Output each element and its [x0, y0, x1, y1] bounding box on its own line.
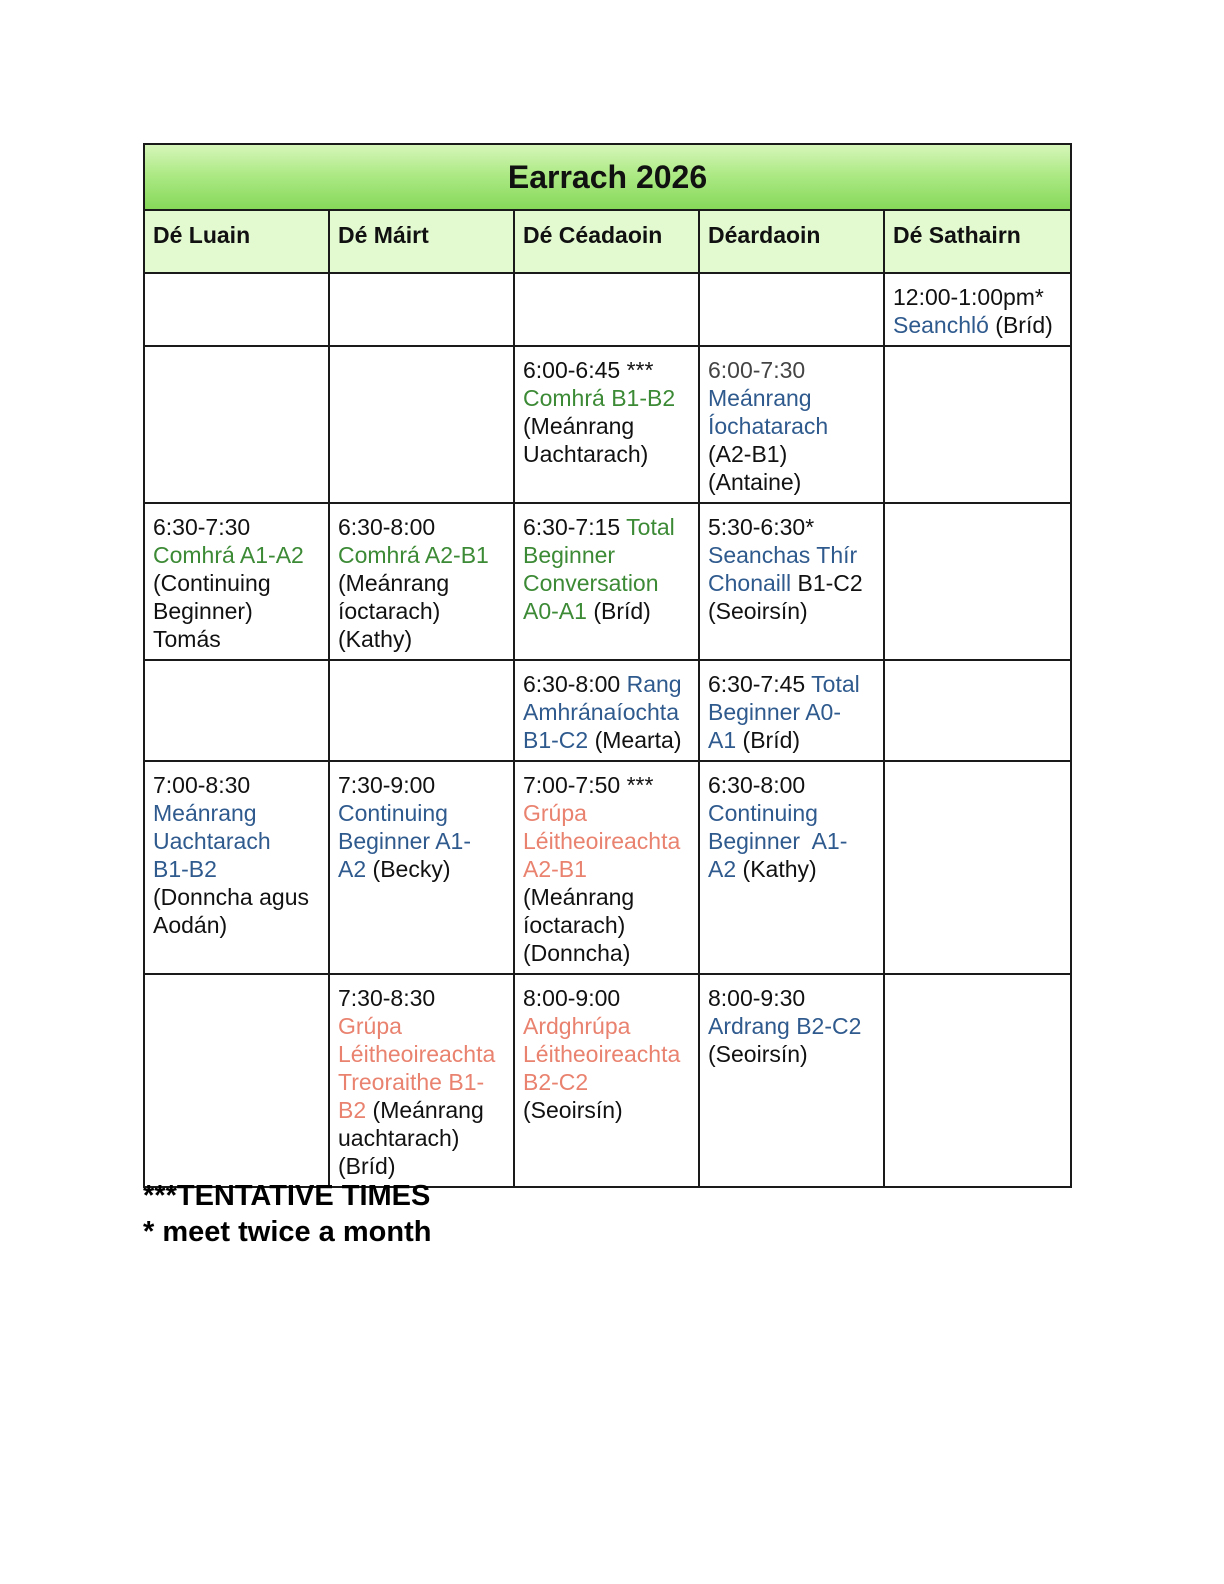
class-line: [338, 541, 505, 569]
class-text: 7:00-8:30: [153, 772, 251, 798]
class-line: [523, 513, 690, 541]
class-text: Léitheoireachta: [523, 1041, 681, 1067]
class-text: Comhrá A2-B1: [338, 542, 489, 568]
class-line: [523, 911, 690, 939]
class-line: [708, 569, 875, 597]
class-line: [523, 356, 690, 384]
class-line: [523, 1012, 690, 1040]
class-line: [523, 1040, 690, 1068]
class-text: (Kathy): [338, 626, 413, 652]
class-text: Léitheoireachta: [338, 1041, 496, 1067]
schedule-row: [144, 346, 1071, 503]
class-text: (Donncha): [523, 940, 631, 966]
class-text: Rang: [626, 671, 682, 697]
class-cell-thursday: [699, 346, 884, 503]
class-cell-wednesday: [514, 503, 699, 660]
class-text: íoctarach): [523, 912, 626, 938]
class-text: 6:30-7:45: [708, 671, 812, 697]
schedule-row: [144, 660, 1071, 761]
schedule-row: [144, 974, 1071, 1187]
class-line: [153, 597, 320, 625]
empty-cell-tuesday: [329, 660, 514, 761]
empty-cell-monday: [144, 273, 329, 346]
class-text: Seanchló: [893, 312, 989, 338]
class-line: [523, 597, 690, 625]
class-text: (Continuing: [153, 570, 271, 596]
class-text: A2: [708, 856, 737, 882]
class-text: íoctarach): [338, 598, 441, 624]
class-text: (Becky): [366, 856, 451, 882]
class-line: [708, 855, 875, 883]
class-text: Beginner): [153, 598, 253, 624]
class-text: (Meánrang: [338, 570, 450, 596]
empty-cell-wednesday: [514, 273, 699, 346]
class-text: Treoraithe B1-: [338, 1069, 485, 1095]
class-text: Grúpa: [338, 1013, 402, 1039]
class-text: 6:00-6:45 ***: [523, 357, 654, 383]
class-line: [338, 771, 505, 799]
class-line: [893, 283, 1062, 311]
class-text: (Kathy): [736, 856, 817, 882]
class-text: (Seoirsín): [523, 1097, 623, 1123]
class-line: [153, 799, 320, 827]
class-line: [708, 468, 875, 496]
class-cell-tuesday: [329, 503, 514, 660]
class-cell-saturday: [884, 273, 1071, 346]
empty-cell-thursday: [699, 273, 884, 346]
class-line: [153, 569, 320, 597]
class-cell-tuesday: [329, 974, 514, 1187]
class-text: 8:00-9:00: [523, 985, 621, 1011]
class-text: Beginner A1-: [708, 828, 848, 854]
class-cell-thursday: [699, 660, 884, 761]
class-line: [708, 541, 875, 569]
class-text: Léitheoireachta: [523, 828, 681, 854]
empty-cell-saturday: [884, 346, 1071, 503]
schedule-row: [144, 761, 1071, 974]
class-text: 6:30-8:00: [708, 772, 806, 798]
class-text: Tomás: [153, 626, 221, 652]
class-line: [338, 1068, 505, 1096]
class-text: 5:30-6:30*: [708, 514, 815, 540]
class-text: A2: [338, 856, 367, 882]
class-line: [338, 799, 505, 827]
day-header-tuesday: Dé Máirt: [329, 210, 514, 273]
class-line: [523, 440, 690, 468]
class-text: (Seoirsín): [708, 598, 808, 624]
class-text: 7:30-9:00: [338, 772, 436, 798]
class-line: [523, 698, 690, 726]
class-text: 8:00-9:30: [708, 985, 806, 1011]
class-text: Meánrang: [708, 385, 812, 411]
class-line: [523, 984, 690, 1012]
class-line: [338, 827, 505, 855]
schedule-table: [143, 143, 1072, 1188]
class-line: [708, 356, 875, 384]
class-text: Beginner A1-: [338, 828, 471, 854]
class-line: [523, 412, 690, 440]
day-header-wednesday: Dé Céadaoin: [514, 210, 699, 273]
empty-cell-monday: [144, 346, 329, 503]
class-line: [708, 984, 875, 1012]
empty-cell-saturday: [884, 660, 1071, 761]
class-line: [523, 541, 690, 569]
class-line: [708, 827, 875, 855]
class-text: (A2-B1): [708, 441, 788, 467]
class-line: [338, 569, 505, 597]
note-meet-twice: * meet twice a month: [143, 1216, 432, 1248]
class-line: [338, 1012, 505, 1040]
class-line: [708, 726, 875, 754]
class-cell-wednesday: [514, 761, 699, 974]
class-line: [338, 1096, 505, 1124]
class-line: [338, 597, 505, 625]
class-text: (Donncha agus: [153, 884, 309, 910]
empty-cell-tuesday: [329, 273, 514, 346]
empty-cell-saturday: [884, 974, 1071, 1187]
class-line: [153, 541, 320, 569]
class-line: [523, 1068, 690, 1096]
class-line: [153, 625, 320, 653]
class-line: [708, 412, 875, 440]
class-text: B1-C2: [791, 570, 863, 596]
class-line: [338, 1152, 505, 1180]
class-text: Conversation: [523, 570, 659, 596]
class-text: (Seoirsín): [708, 1041, 808, 1067]
class-line: [708, 1040, 875, 1068]
class-text: 6:30-7:30: [153, 514, 251, 540]
class-text: Ardghrúpa: [523, 1013, 631, 1039]
footnotes: [143, 1178, 431, 1250]
empty-cell-saturday: [884, 503, 1071, 660]
class-text: A0-A1: [523, 598, 587, 624]
class-line: [338, 984, 505, 1012]
class-text: 6:30-7:15: [523, 514, 627, 540]
class-line: [523, 827, 690, 855]
class-text: 6:30-8:00: [338, 514, 436, 540]
day-header-row: [144, 210, 1071, 273]
class-text: Continuing: [708, 800, 818, 826]
class-text: (Antaine): [708, 469, 802, 495]
day-header-monday: Dé Luain: [144, 210, 329, 273]
class-line: [153, 855, 320, 883]
class-line: [523, 883, 690, 911]
class-text: B2-C2: [523, 1069, 589, 1095]
day-header-thursday: Déardaoin: [699, 210, 884, 273]
class-text: Total: [811, 671, 860, 697]
class-text: 6:00-7:30: [708, 357, 806, 383]
class-text: (Bríd): [586, 598, 651, 624]
class-line: [708, 440, 875, 468]
empty-cell-tuesday: [329, 346, 514, 503]
class-text: Beginner: [523, 542, 616, 568]
class-line: [708, 1012, 875, 1040]
class-line: [338, 513, 505, 541]
class-text: (Bríd): [736, 727, 801, 753]
empty-cell-monday: [144, 974, 329, 1187]
class-text: 7:00-7:50 ***: [523, 772, 654, 798]
class-text: Total: [626, 514, 675, 540]
class-text: uachtarach): [338, 1125, 460, 1151]
class-text: 12:00-1:00pm*: [893, 284, 1044, 310]
class-text: Íochatarach: [708, 413, 829, 439]
class-line: [338, 855, 505, 883]
class-text: Uachtarach): [523, 441, 649, 467]
class-text: Chonaill: [708, 570, 792, 596]
class-cell-thursday: [699, 761, 884, 974]
class-line: [708, 597, 875, 625]
note-tentative-times: ***TENTATIVE TIMES: [143, 1180, 431, 1212]
day-header-saturday: Dé Sathairn: [884, 210, 1071, 273]
class-line: [523, 939, 690, 967]
class-line: [523, 670, 690, 698]
class-line: [708, 771, 875, 799]
class-text: Uachtarach: [153, 828, 271, 854]
class-cell-monday: [144, 503, 329, 660]
class-line: [708, 698, 875, 726]
empty-cell-saturday: [884, 761, 1071, 974]
class-line: [523, 855, 690, 883]
class-text: Comhrá B1-B2: [523, 385, 676, 411]
class-text: 7:30-8:30: [338, 985, 436, 1011]
class-text: B1-B2: [153, 856, 217, 882]
class-cell-wednesday: [514, 974, 699, 1187]
class-line: [708, 799, 875, 827]
class-text: 6:30-8:00: [523, 671, 627, 697]
class-text: B1-C2: [523, 727, 589, 753]
class-line: [708, 384, 875, 412]
class-line: [523, 771, 690, 799]
class-line: [338, 1040, 505, 1068]
class-cell-thursday: [699, 503, 884, 660]
class-text: (Meánrang: [523, 413, 635, 439]
class-text: Aodán): [153, 912, 228, 938]
class-cell-thursday: [699, 974, 884, 1187]
class-text: Continuing: [338, 800, 448, 826]
schedule-title: Earrach 2026: [144, 144, 1071, 210]
class-text: Comhrá A1-A2: [153, 542, 304, 568]
class-line: [338, 1124, 505, 1152]
class-text: (Bríd): [988, 312, 1053, 338]
class-text: (Mearta): [588, 727, 682, 753]
class-line: [523, 569, 690, 597]
class-line: [893, 311, 1062, 339]
schedule-row: [144, 273, 1071, 346]
class-line: [523, 799, 690, 827]
class-line: [708, 670, 875, 698]
class-text: Grúpa: [523, 800, 587, 826]
schedule-body: [144, 273, 1071, 1187]
class-text: A1: [708, 727, 737, 753]
class-text: Ardrang B2-C2: [708, 1013, 862, 1039]
class-text: (Meánrang: [523, 884, 635, 910]
schedule-row: [144, 503, 1071, 660]
class-cell-monday: [144, 761, 329, 974]
class-cell-tuesday: [329, 761, 514, 974]
class-line: [523, 1096, 690, 1124]
class-line: [153, 883, 320, 911]
empty-cell-monday: [144, 660, 329, 761]
class-text: Amhránaíochta: [523, 699, 679, 725]
class-text: Meánrang: [153, 800, 257, 826]
class-line: [523, 726, 690, 754]
class-line: [153, 771, 320, 799]
class-text: Beginner A0-: [708, 699, 841, 725]
class-line: [523, 384, 690, 412]
title-row: [144, 144, 1071, 210]
class-text: A2-B1: [523, 856, 587, 882]
schedule-table-wrapper: [143, 143, 1070, 1188]
class-text: (Meánrang: [366, 1097, 484, 1123]
class-text: (Bríd): [338, 1153, 396, 1179]
class-text: B2: [338, 1097, 367, 1123]
class-line: [153, 513, 320, 541]
class-cell-wednesday: [514, 346, 699, 503]
class-line: [708, 513, 875, 541]
class-text: Seanchas Thír: [708, 542, 858, 568]
class-line: [153, 911, 320, 939]
class-line: [338, 625, 505, 653]
class-line: [153, 827, 320, 855]
class-cell-wednesday: [514, 660, 699, 761]
